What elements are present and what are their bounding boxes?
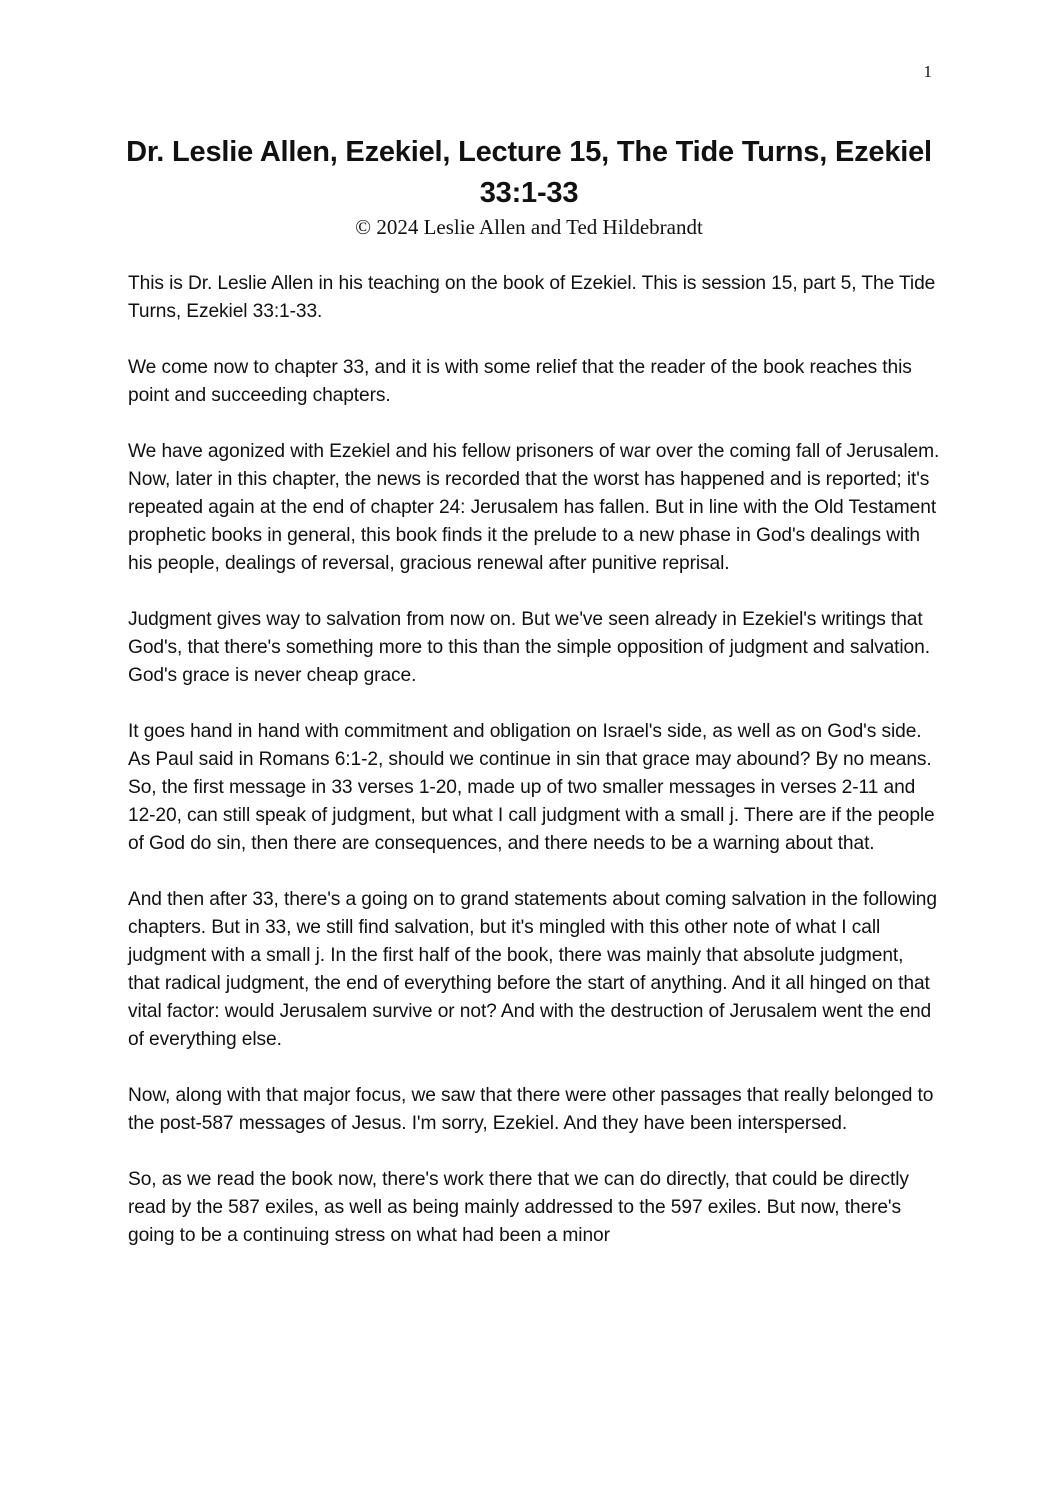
paragraph-5: It goes hand in hand with commitment and obligation on Israel's side, as well as on God's side. As Paul said in Romans 6:1-2, should we continue in sin that grace may abound? By no means. So, the first message in 33 verses 1-20, made up of two smaller messages in verses 2-11 and 12-20, can still speak of judgment, but what I call judgment with a small j. There are if the people of God do sin, then there are consequences, and there needs to be a warning about that. — [128, 721, 935, 854]
paragraph-3: We have agonized with Ezekiel and his fellow prisoners of war over the coming fall of Jerusalem. Now, later in this chapter, the news is recorded that the worst has happened and is reported; it's repeated again at the end of chapter 24: Jerusalem has fallen. But in line with the Old Testament prophetic books in general, this book finds it the prelude to a new phase in God's dealings with his people, dealings of reversal, gracious renewal after punitive reprisal. — [128, 441, 940, 574]
copyright-line: © 2024 Leslie Allen and Ted Hildebrandt — [355, 215, 703, 239]
paragraph-7: Now, along with that major focus, we saw that there were other passages that really belonged to the post-587 messages of Jesus. I'm sorry, Ezekiel. And they have been interspersed. — [128, 1085, 934, 1134]
paragraph-8: So, as we read the book now, there's work there that we can do directly, that could be directly read by the 587 exiles, as well as being mainly addressed to the 597 exiles. But now, there's going to be a continuing stress on what had been a minor — [128, 1169, 909, 1246]
paragraph-1: This is Dr. Leslie Allen in his teaching on the book of Ezekiel. This is session 15, part 5, The Tide Turns, Ezekiel 33:1-33. — [128, 273, 936, 322]
document-title: Dr. Leslie Allen, Ezekiel, Lecture 15, The Tide Turns, Ezekiel 33:1-33 — [126, 136, 932, 209]
paragraph-2: We come now to chapter 33, and it is with some relief that the reader of the book reaches this point and succeeding chapters. — [128, 357, 912, 406]
page-number: 1 — [923, 62, 932, 81]
document-body — [128, 270, 940, 1278]
paragraph-6: And then after 33, there's a going on to grand statements about coming salvation in the following chapters. But in 33, we still find salvation, but it's mingled with this other note of what I call judgment with a small j. In the first half of the book, there was mainly that absolute judgment, that radical judgment, the end of everything before the start of anything. And it all hinged on that vital factor: would Jerusalem survive or not? And with the destruction of Jerusalem went the end of everything else. — [128, 889, 937, 1050]
paragraph-4: Judgment gives way to salvation from now on. But we've seen already in Ezekiel's writings that God's, that there's something more to this than the simple opposition of judgment and salvation. God's grace is never cheap grace. — [128, 609, 930, 686]
